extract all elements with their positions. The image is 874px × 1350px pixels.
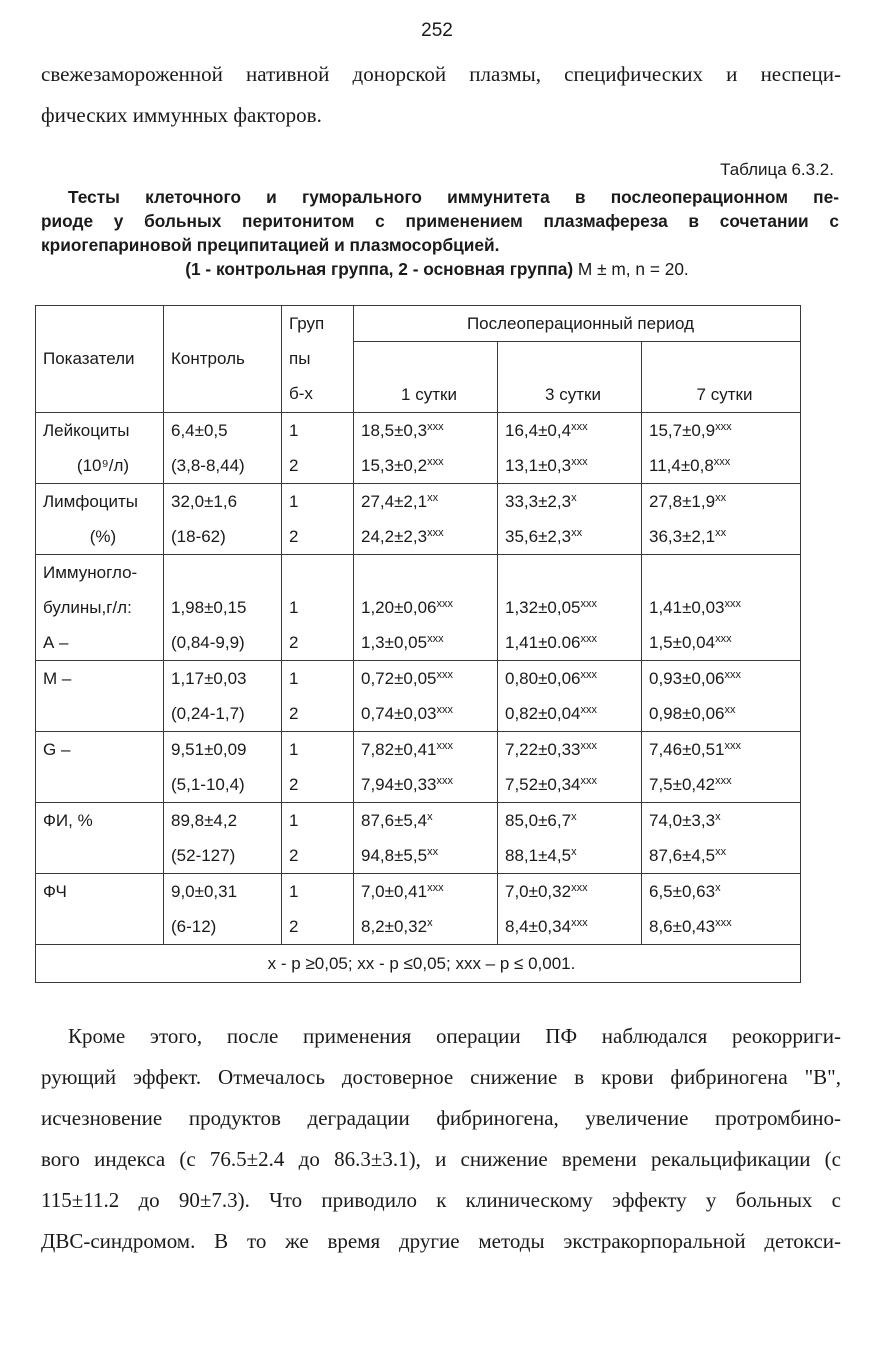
measurement-value: 8,6±0,43 bbox=[649, 917, 716, 936]
significance-mark: x bbox=[715, 811, 721, 823]
header-indicator: Показатели bbox=[36, 306, 164, 413]
significance-mark: xxx bbox=[436, 740, 454, 752]
table-row bbox=[36, 555, 801, 661]
measurement-value: 0,72±0,05 bbox=[361, 669, 437, 688]
measurement-value: 0,80±0,06 bbox=[505, 669, 581, 688]
row-label-line: ФЧ bbox=[43, 882, 67, 901]
row-label-line: М – bbox=[43, 669, 72, 688]
measurement bbox=[505, 519, 641, 554]
group-number bbox=[282, 413, 354, 484]
measurement-value: 94,8±5,5 bbox=[361, 846, 428, 865]
measurement-value: 1,5±0,04 bbox=[649, 633, 716, 652]
subcaption-groups: (1 - контрольная группа, 2 - основная группа) bbox=[185, 259, 574, 279]
significance-mark: xxx bbox=[580, 633, 598, 645]
control-value bbox=[164, 555, 282, 661]
measurement-value: 6,5±0,63 bbox=[649, 882, 716, 901]
text-line: Кроме этого, после применения операции ПФ наблюдался реокорриги- bbox=[68, 1024, 841, 1048]
measurement-value: 36,3±2,1 bbox=[649, 527, 716, 546]
group-number-line: 1 bbox=[289, 421, 299, 440]
measurement bbox=[505, 767, 641, 802]
measurement-value: 33,3±2,3 bbox=[505, 492, 572, 511]
significance-mark: xxx bbox=[427, 421, 444, 433]
group-number-line: 2 bbox=[289, 633, 299, 652]
value-d3 bbox=[498, 732, 642, 803]
significance-mark: xxx bbox=[427, 882, 444, 894]
group-number-line: 1 bbox=[289, 492, 299, 511]
significance-mark: xxx bbox=[580, 704, 598, 716]
text-line: 115±11.2 до 90±7.3). Что приводило к клиническому эффекту у больных с bbox=[41, 1188, 841, 1212]
row-label bbox=[36, 555, 164, 661]
significance-mark: x bbox=[571, 811, 577, 823]
header-group bbox=[282, 306, 354, 413]
group-number-line bbox=[289, 555, 353, 590]
measurement-value: 13,1±0,3 bbox=[505, 456, 572, 475]
group-number bbox=[282, 732, 354, 803]
control-value-line: (0,84-9,9) bbox=[171, 633, 245, 652]
value-d3 bbox=[498, 803, 642, 874]
significance-mark: xxx bbox=[571, 917, 588, 929]
measurement bbox=[361, 555, 497, 590]
row-label bbox=[36, 732, 164, 803]
measurement bbox=[505, 448, 641, 483]
significance-footnote: x - p ≥0,05; xx - p ≤0,05; xxx – p ≤ 0,001. bbox=[36, 945, 801, 983]
significance-mark: x bbox=[571, 846, 577, 858]
significance-mark: xx bbox=[427, 492, 439, 504]
control-value-line bbox=[171, 555, 281, 590]
measurement bbox=[361, 590, 497, 625]
value-d1 bbox=[354, 413, 498, 484]
control-value bbox=[164, 484, 282, 555]
table-row bbox=[36, 732, 801, 803]
measurement-value: 27,4±2,1 bbox=[361, 492, 428, 511]
caption-line: Тесты клеточного и гуморального иммунитета в послеоперационном пе- bbox=[68, 187, 839, 207]
significance-mark: xxx bbox=[427, 456, 444, 468]
measurement-value: 16,4±0,4 bbox=[505, 421, 572, 440]
significance-mark: xxx bbox=[436, 704, 454, 716]
control-value-line: (5,1-10,4) bbox=[171, 775, 245, 794]
row-label-line bbox=[43, 909, 163, 944]
significance-mark: xxx bbox=[427, 633, 444, 645]
header-row bbox=[36, 306, 801, 342]
measurement bbox=[505, 590, 641, 625]
measurement-value: 0,93±0,06 bbox=[649, 669, 725, 688]
measurement bbox=[361, 732, 497, 767]
control-value bbox=[164, 803, 282, 874]
group-number-line: 2 bbox=[289, 917, 299, 936]
measurement bbox=[649, 696, 800, 731]
measurement bbox=[505, 838, 641, 873]
row-label-line: А – bbox=[43, 633, 69, 652]
measurement bbox=[649, 590, 800, 625]
significance-mark: xx bbox=[715, 492, 727, 504]
row-label-line: ФИ, % bbox=[43, 811, 93, 830]
measurement-value: 7,0±0,41 bbox=[361, 882, 428, 901]
group-number-line: 1 bbox=[289, 669, 299, 688]
measurement-value: 8,4±0,34 bbox=[505, 917, 572, 936]
header-day-3: 3 сутки bbox=[498, 342, 642, 413]
value-d3 bbox=[498, 661, 642, 732]
significance-mark: xxx bbox=[580, 598, 598, 610]
measurement bbox=[361, 661, 497, 696]
group-number bbox=[282, 484, 354, 555]
header-day-7: 7 сутки bbox=[642, 342, 801, 413]
text-line: исчезновение продуктов деградации фибриногена, увеличение протромбино- bbox=[41, 1106, 841, 1130]
measurement-value: 1,32±0,05 bbox=[505, 598, 581, 617]
group-number bbox=[282, 874, 354, 945]
table-label: Таблица 6.3.2. bbox=[720, 160, 834, 179]
group-number-line: 1 bbox=[289, 598, 299, 617]
measurement bbox=[361, 519, 497, 554]
significance-mark: xxx bbox=[715, 917, 732, 929]
significance-mark: xxx bbox=[715, 775, 732, 787]
measurement-value: 7,22±0,33 bbox=[505, 740, 581, 759]
text-line: ДВС-синдромом. В то же время другие методы экстракорпоральной детокси- bbox=[41, 1229, 841, 1253]
measurement-value: 18,5±0,3 bbox=[361, 421, 428, 440]
table-caption bbox=[41, 185, 839, 257]
row-label bbox=[36, 661, 164, 732]
measurement bbox=[505, 413, 641, 448]
row-label-line: Иммуногло- bbox=[43, 563, 138, 582]
measurement-value: 15,3±0,2 bbox=[361, 456, 428, 475]
group-number-line: 2 bbox=[289, 775, 299, 794]
control-value-line: 1,98±0,15 bbox=[171, 598, 247, 617]
control-value-line: (3,8-8,44) bbox=[171, 456, 245, 475]
value-d7 bbox=[642, 732, 801, 803]
significance-mark: xxx bbox=[580, 775, 598, 787]
measurement-value: 15,7±0,9 bbox=[649, 421, 716, 440]
value-d7 bbox=[642, 413, 801, 484]
measurement-value: 1,41±0,03 bbox=[649, 598, 725, 617]
measurement-value: 7,0±0,32 bbox=[505, 882, 572, 901]
group-number bbox=[282, 555, 354, 661]
measurement bbox=[649, 767, 800, 802]
measurement-value: 1,41±0.06 bbox=[505, 633, 581, 652]
significance-mark: xxx bbox=[580, 740, 598, 752]
header-day-1: 1 сутки bbox=[354, 342, 498, 413]
value-d3 bbox=[498, 413, 642, 484]
control-value-line: (6-12) bbox=[171, 917, 217, 936]
measurement-value: 7,82±0,41 bbox=[361, 740, 437, 759]
significance-mark: xxx bbox=[571, 882, 588, 894]
measurement bbox=[649, 625, 800, 660]
row-label-line: (%) bbox=[89, 527, 117, 546]
value-d3 bbox=[498, 555, 642, 661]
measurement bbox=[361, 484, 497, 519]
table-subcaption bbox=[0, 259, 874, 280]
row-label bbox=[36, 803, 164, 874]
control-value bbox=[164, 874, 282, 945]
measurement-value: 35,6±2,3 bbox=[505, 527, 572, 546]
significance-mark: x bbox=[571, 492, 577, 504]
significance-mark: xx bbox=[724, 704, 736, 716]
control-value-line: 9,51±0,09 bbox=[171, 740, 247, 759]
text-line: фических иммунных факторов. bbox=[41, 103, 322, 127]
control-value bbox=[164, 732, 282, 803]
page-number: 252 bbox=[421, 20, 453, 41]
row-label-line: Лимфоциты bbox=[43, 492, 139, 511]
intro-paragraph bbox=[41, 54, 841, 136]
value-d1 bbox=[354, 484, 498, 555]
measurement bbox=[649, 448, 800, 483]
significance-mark: xxx bbox=[724, 598, 742, 610]
measurement bbox=[505, 909, 641, 944]
measurement bbox=[505, 625, 641, 660]
row-label-line bbox=[43, 767, 163, 802]
control-value-line: 89,8±4,2 bbox=[171, 811, 238, 830]
control-value-line: (18-62) bbox=[171, 527, 226, 546]
group-number bbox=[282, 803, 354, 874]
row-label-line: булины,г/л: bbox=[43, 598, 132, 617]
header-group-line: пы bbox=[289, 349, 311, 368]
significance-mark: x bbox=[427, 917, 433, 929]
significance-mark: x bbox=[427, 811, 433, 823]
group-number-line: 1 bbox=[289, 811, 299, 830]
control-value-line: 1,17±0,03 bbox=[171, 669, 247, 688]
measurement bbox=[505, 661, 641, 696]
control-value bbox=[164, 413, 282, 484]
row-label bbox=[36, 874, 164, 945]
value-d3 bbox=[498, 874, 642, 945]
row-label-line: G – bbox=[43, 740, 71, 759]
measurement-value: 11,4±0,8 bbox=[649, 456, 714, 475]
significance-mark: xx bbox=[715, 846, 727, 858]
measurement-value: 24,2±2,3 bbox=[361, 527, 428, 546]
significance-mark: xxx bbox=[427, 527, 444, 539]
value-d1 bbox=[354, 555, 498, 661]
measurement bbox=[361, 696, 497, 731]
control-value-line: 6,4±0,5 bbox=[171, 421, 228, 440]
table-row bbox=[36, 803, 801, 874]
measurement bbox=[505, 555, 641, 590]
control-value-line: (0,24-1,7) bbox=[171, 704, 245, 723]
measurement-value: 0,82±0,04 bbox=[505, 704, 581, 723]
measurement bbox=[649, 555, 800, 590]
group-number-line: 1 bbox=[289, 740, 299, 759]
measurement-value: 1,20±0,06 bbox=[361, 598, 437, 617]
row-label bbox=[36, 484, 164, 555]
control-value-line: (52-127) bbox=[171, 846, 236, 865]
measurement bbox=[649, 519, 800, 554]
measurement bbox=[649, 909, 800, 944]
group-number bbox=[282, 661, 354, 732]
table-row bbox=[36, 484, 801, 555]
significance-mark: xxx bbox=[436, 669, 454, 681]
measurement bbox=[505, 803, 641, 838]
value-d7 bbox=[642, 555, 801, 661]
measurement-value: 27,8±1,9 bbox=[649, 492, 716, 511]
measurement bbox=[505, 696, 641, 731]
value-d1 bbox=[354, 732, 498, 803]
value-d1 bbox=[354, 803, 498, 874]
measurement-value: 8,2±0,32 bbox=[361, 917, 428, 936]
row-label-line bbox=[43, 696, 163, 731]
text-line: рующий эффект. Отмечалось достоверное снижение в крови фибриногена "В", bbox=[41, 1065, 841, 1089]
significance-mark: xxx bbox=[724, 669, 742, 681]
measurement bbox=[361, 625, 497, 660]
value-d7 bbox=[642, 661, 801, 732]
significance-mark: xxx bbox=[715, 633, 732, 645]
significance-mark: xxx bbox=[715, 421, 732, 433]
significance-mark: xxx bbox=[571, 421, 588, 433]
group-number-line: 2 bbox=[289, 456, 299, 475]
measurement-value: 0,98±0,06 bbox=[649, 704, 725, 723]
measurement-value: 88,1±4,5 bbox=[505, 846, 572, 865]
significance-mark: xxx bbox=[580, 669, 598, 681]
measurement bbox=[361, 874, 497, 909]
measurement bbox=[361, 413, 497, 448]
value-d3 bbox=[498, 484, 642, 555]
measurement-value: 87,6±4,5 bbox=[649, 846, 716, 865]
measurement-value: 7,46±0,51 bbox=[649, 740, 725, 759]
footnote-row bbox=[36, 945, 801, 983]
header-control: Контроль bbox=[164, 306, 282, 413]
significance-mark: xxx bbox=[713, 456, 731, 468]
control-value bbox=[164, 661, 282, 732]
measurement bbox=[649, 874, 800, 909]
row-label-line: Лейкоциты bbox=[43, 421, 130, 440]
measurement bbox=[649, 484, 800, 519]
caption-line: риоде у больных перитонитом с применением плазмафереза в сочетании с bbox=[41, 211, 839, 231]
measurement bbox=[649, 413, 800, 448]
significance-mark: xxx bbox=[571, 456, 588, 468]
row-label bbox=[36, 413, 164, 484]
value-d7 bbox=[642, 874, 801, 945]
row-label-line: (10⁹/л) bbox=[76, 456, 130, 475]
measurement bbox=[505, 484, 641, 519]
measurement bbox=[649, 803, 800, 838]
header-group-line: б-х bbox=[289, 384, 313, 403]
control-value-line: 32,0±1,6 bbox=[171, 492, 238, 511]
text-line: свежезамороженной нативной донорской плазмы, специфических и неспеци- bbox=[41, 62, 841, 86]
significance-mark: xx bbox=[427, 846, 439, 858]
significance-mark: xxx bbox=[436, 775, 454, 787]
significance-mark: xx bbox=[715, 527, 727, 539]
table-row bbox=[36, 661, 801, 732]
measurement bbox=[649, 661, 800, 696]
value-d7 bbox=[642, 484, 801, 555]
row-label-line bbox=[43, 838, 163, 873]
measurement bbox=[361, 767, 497, 802]
measurement bbox=[361, 448, 497, 483]
measurement-value: 7,94±0,33 bbox=[361, 775, 437, 794]
value-d1 bbox=[354, 874, 498, 945]
group-number-line: 2 bbox=[289, 527, 299, 546]
header-postop-period: Послеоперационный период bbox=[354, 306, 801, 342]
significance-mark: xxx bbox=[724, 740, 742, 752]
measurement-value: 7,52±0,34 bbox=[505, 775, 581, 794]
significance-mark: xxx bbox=[436, 598, 454, 610]
group-number-line: 2 bbox=[289, 704, 299, 723]
text-line: вого индекса (с 76.5±2.4 до 86.3±3.1), и снижение времени рекальцификации (с bbox=[41, 1147, 841, 1171]
caption-line: криогепариновой преципитацией и плазмосорбцией. bbox=[41, 235, 500, 255]
measurement-value: 85,0±6,7 bbox=[505, 811, 572, 830]
group-number-line: 1 bbox=[289, 882, 299, 901]
table-row bbox=[36, 874, 801, 945]
significance-mark: x bbox=[715, 882, 721, 894]
conclusion-paragraph bbox=[41, 1016, 841, 1262]
header-group-line: Груп bbox=[289, 314, 325, 333]
value-d7 bbox=[642, 803, 801, 874]
immunity-table bbox=[35, 305, 801, 983]
measurement-value: 0,74±0,03 bbox=[361, 704, 437, 723]
control-value-line: 9,0±0,31 bbox=[171, 882, 238, 901]
subcaption-stats: M ± m, n = 20. bbox=[573, 259, 689, 279]
measurement bbox=[505, 732, 641, 767]
measurement bbox=[361, 803, 497, 838]
measurement bbox=[361, 909, 497, 944]
measurement bbox=[361, 838, 497, 873]
value-d1 bbox=[354, 661, 498, 732]
group-number-line: 2 bbox=[289, 846, 299, 865]
measurement-value: 74,0±3,3 bbox=[649, 811, 716, 830]
measurement-value: 7,5±0,42 bbox=[649, 775, 716, 794]
measurement bbox=[505, 874, 641, 909]
measurement-value: 1,3±0,05 bbox=[361, 633, 428, 652]
measurement bbox=[649, 838, 800, 873]
significance-mark: xx bbox=[571, 527, 583, 539]
measurement-value: 87,6±5,4 bbox=[361, 811, 428, 830]
table-row bbox=[36, 413, 801, 484]
measurement bbox=[649, 732, 800, 767]
